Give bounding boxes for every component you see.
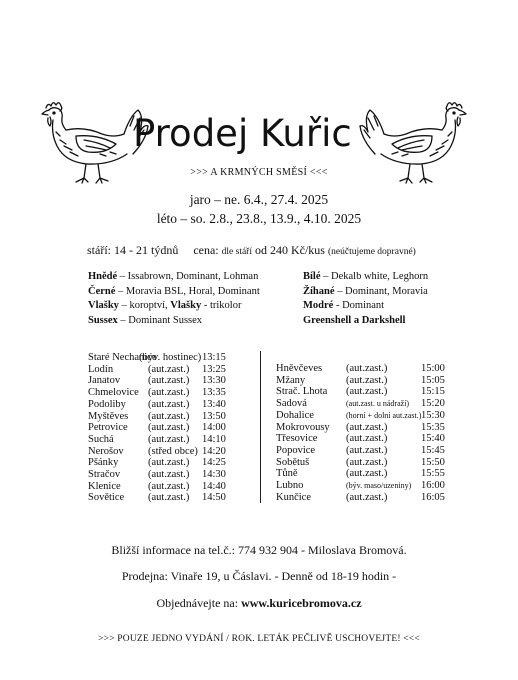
schedule-time: 14:40 [202, 480, 226, 492]
schedule-stop: (aut.zast. u nádraží) [346, 399, 410, 409]
schedule-time: 13:40 [202, 398, 226, 410]
schedule-stop: (aut.zast.) [148, 398, 190, 410]
schedule-time: 14:25 [202, 457, 226, 469]
schedule-time: 14:00 [202, 422, 226, 434]
price-label: cena: [193, 243, 219, 257]
schedule-place: Lodín [88, 363, 114, 375]
breed-item: Černé – Moravia BSL, Horal, Dominant [88, 285, 260, 297]
schedule-time: 15:50 [421, 456, 445, 468]
price-small: dle stáří [221, 247, 252, 257]
schedule-stop: (aut.zast.) [148, 457, 190, 469]
schedule-stop: (aut.zast.) [346, 363, 388, 374]
schedule-place: Mžany [276, 374, 306, 386]
schedule-stop: (aut.zast.) [346, 421, 388, 433]
schedule-time: 16:00 [421, 480, 445, 491]
breed-item: Sussex – Dominant Sussex [88, 314, 203, 326]
schedule-time: 15:55 [421, 468, 445, 480]
schedule-time: 13:50 [202, 410, 226, 422]
shop-info: Prodejna: Vinaře 19, u Čáslavi. - Denně od 18-19 hodin - [121, 569, 397, 583]
schedule-place: Třesovice [276, 433, 318, 445]
schedule-place: Sadová [276, 398, 307, 410]
schedule-stop: (aut.zast.) [148, 375, 190, 387]
breed-item: Greenshell a Darkshell [303, 314, 406, 326]
schedule-place: Stračov [88, 469, 121, 480]
schedule-time: 13:30 [202, 375, 226, 387]
schedule-time: 15:35 [421, 421, 445, 433]
schedule-place: Kunčice [276, 491, 311, 503]
schedule-stop: (aut.zast.) [148, 410, 190, 422]
summer-dates: léto – so. 2.8., 23.8., 13.9., 4.10. 2025 [156, 211, 362, 226]
price-value: od 240 Kč/kus [254, 243, 325, 257]
schedule-stop: (býv. maso/uzeniny) [346, 481, 412, 490]
schedule-stop: (horní + dolní aut.zast.) [346, 410, 422, 420]
schedule-stop: (býv. hostinec) [139, 352, 202, 363]
schedule-time: 15:00 [421, 363, 445, 374]
schedule-stop: (aut.zast.) [148, 363, 190, 375]
schedule-time: 15:45 [421, 444, 445, 456]
order-label: Objednávejte na: [156, 596, 239, 610]
schedule-stop: (aut.zast.) [148, 480, 190, 492]
schedule-place: Chmelovice [88, 387, 139, 399]
schedule-place: Nerošov [88, 445, 124, 457]
schedule-place: Popovice [276, 444, 316, 456]
schedule-time: 15:15 [421, 386, 445, 398]
schedule-stop: (aut.zast.) [148, 469, 190, 480]
spring-dates: jaro – ne. 6.4., 27.4. 2025 [189, 192, 329, 207]
schedule-place: Tůně [276, 468, 298, 480]
schedule-stop: (aut.zast.) [346, 456, 388, 468]
schedule-stop: (aut.zast.) [148, 433, 190, 445]
subtitle: >>> A KRMNÝCH SMĚSÍ <<< [190, 167, 328, 178]
schedule-stop: (aut.zast.) [346, 468, 388, 480]
schedule-time: 15:05 [421, 374, 445, 386]
schedule-place: Podoliby [88, 398, 126, 410]
breed-item: Bílé – Dekalb white, Leghorn [303, 271, 429, 282]
age-price-line [87, 243, 416, 258]
breed-item: Vlašky – koroptví, Vlašky - trikolor [88, 300, 242, 311]
schedule-time: 15:20 [421, 398, 445, 410]
schedule-stop: (aut.zast.) [148, 387, 190, 399]
footer-note: >>> POUZE JEDNO VYDÁNÍ / ROK. LETÁK PEČLIVĚ USCHOVEJTE! <<< [98, 634, 420, 644]
breeds-right [303, 270, 428, 328]
schedule-place: Sovětice [88, 492, 125, 504]
schedule-place: Lubno [276, 480, 304, 491]
schedule-place: Pšánky [88, 457, 119, 469]
order-link[interactable]: www.kuricebromova.cz [241, 596, 362, 610]
contact-info: Bližší informace na tel.č.: 774 932 904 - Miloslava Bromová. [111, 543, 407, 557]
schedule-time: 15:40 [421, 433, 445, 445]
schedule-place: Petrovice [88, 422, 128, 434]
schedule-stop: (aut.zast.) [346, 491, 388, 503]
schedule-time: 16:05 [421, 491, 445, 503]
schedule-time: 13:25 [202, 363, 226, 375]
schedule-time: 13:15 [202, 352, 226, 363]
schedule-divider [260, 351, 261, 503]
schedule-place: Staré Nechanice [88, 352, 157, 363]
schedule-place: Mokrovousy [276, 421, 330, 433]
schedule-place: Sobětuš [276, 456, 310, 468]
schedule-place: Klenice [88, 480, 121, 492]
schedule-stop: (aut.zast.) [346, 444, 388, 456]
age-label: stáří: 14 - 21 týdnů [87, 243, 179, 257]
schedule-place: Strač. Lhota [276, 386, 328, 398]
page-title: Prodej Kuřic [133, 112, 352, 155]
schedule-stop: (aut.zast.) [148, 492, 190, 504]
schedule-time: 14:30 [202, 469, 226, 480]
schedule-stop: (aut.zast.) [346, 433, 388, 445]
schedule-time: 14:50 [202, 492, 226, 504]
schedule-stop: (aut.zast.) [148, 422, 190, 434]
schedule-time: 14:10 [202, 433, 226, 445]
schedule-stop: (aut.zast.) [346, 374, 388, 386]
schedule-time: 15:30 [421, 409, 445, 421]
price-note: (neúčtujeme dopravné) [327, 247, 416, 257]
schedule-time: 14:20 [202, 445, 226, 457]
breed-item: Modré - Dominant [303, 300, 385, 311]
breed-item: Hnědé – Issabrown, Dominant, Lohman [88, 271, 259, 282]
schedule-place: Dohalice [276, 409, 314, 421]
schedule-place: Janatov [88, 375, 121, 387]
schedule-place: Suchá [88, 433, 114, 445]
schedule-place: Hněvčeves [276, 363, 323, 374]
breed-item: Žíhané – Dominant, Moravia [303, 285, 428, 297]
schedule-place: Myštěves [88, 410, 129, 422]
schedule-time: 13:35 [202, 387, 226, 399]
schedule-stop: (střed obce) [148, 445, 198, 457]
order-line [0, 596, 518, 611]
schedule-stop: (aut.zast.) [346, 386, 388, 398]
breeds-left [88, 270, 260, 328]
